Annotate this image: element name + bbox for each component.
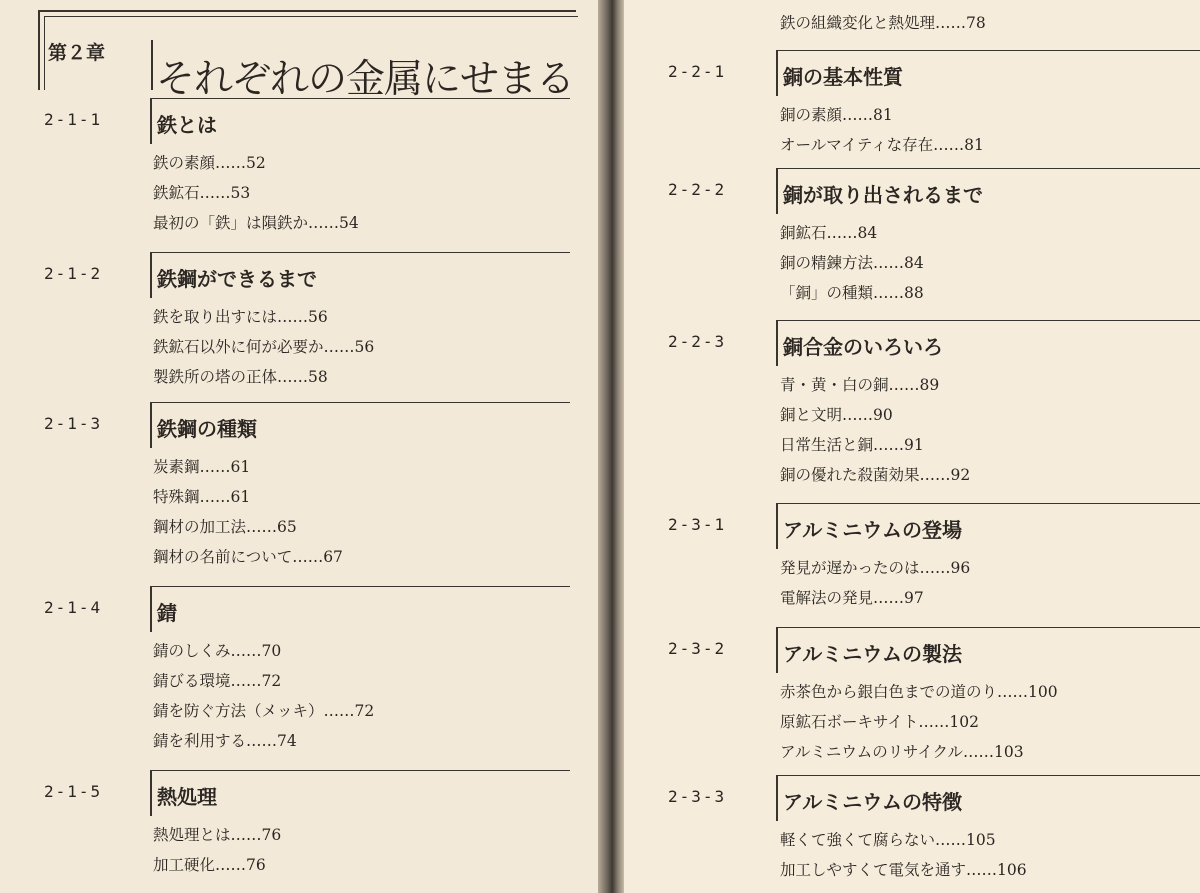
section-heading[interactable] [150, 770, 570, 818]
section-title: 鉄とは [157, 113, 217, 137]
section-number: 2-3-1 [668, 515, 727, 534]
toc-entry[interactable]: 錆びる環境……72 [153, 672, 282, 690]
toc-entry[interactable]: 鉄の素顔……52 [153, 154, 266, 172]
section-number: 2-2-1 [668, 62, 727, 81]
toc-entry[interactable]: 青・黄・白の銅……89 [780, 376, 940, 394]
toc-entry[interactable]: 加工しやすくて電気を通す……106 [780, 861, 1027, 879]
section-heading[interactable] [150, 98, 570, 146]
toc-entry[interactable]: 加工硬化……76 [153, 856, 266, 874]
section-entries [153, 636, 374, 756]
section-heading[interactable] [150, 252, 570, 300]
section-title: アルミニウムの登場 [783, 518, 962, 542]
section-title: 銅が取り出されるまで [783, 183, 983, 207]
section-title: アルミニウムの特徴 [783, 790, 962, 814]
section-number: 2-1-1 [44, 110, 103, 129]
section-entries [780, 218, 924, 308]
toc-entry[interactable]: 銅の素顔……81 [780, 106, 893, 124]
section-entries [780, 100, 984, 160]
section-heading[interactable] [776, 168, 1200, 216]
toc-entry[interactable]: オールマイティな存在……81 [780, 136, 984, 154]
toc-entry[interactable]: 発見が遅かったのは……96 [780, 559, 971, 577]
toc-entry[interactable]: 鋼材の加工法……65 [153, 518, 297, 536]
toc-entry[interactable]: 鉄の組織変化と熱処理……78 [780, 14, 986, 32]
toc-entry[interactable]: 銅の精錬方法……84 [780, 254, 924, 272]
section-entries [153, 820, 281, 880]
section-title: 熱処理 [157, 785, 217, 809]
section-entries [780, 677, 1058, 767]
section-number: 2-3-2 [668, 639, 727, 658]
section-number: 2-3-3 [668, 787, 727, 806]
toc-entry[interactable]: 銅と文明……90 [780, 406, 893, 424]
toc-entry[interactable]: 錆を防ぐ方法（メッキ）……72 [153, 702, 375, 720]
section-heading[interactable] [150, 402, 570, 450]
section-heading[interactable] [776, 50, 1200, 98]
toc-entry[interactable]: 鉄を取り出すには……56 [153, 308, 328, 326]
toc-entry[interactable]: 特殊鋼……61 [153, 488, 251, 506]
section-title: 鉄鋼ができるまで [157, 267, 317, 291]
toc-entry[interactable]: 日常生活と銅……91 [780, 436, 924, 454]
section-title: アルミニウムの製法 [783, 642, 962, 666]
toc-entry[interactable]: 軽くて強くて腐らない……105 [780, 831, 996, 849]
section-entries [153, 452, 343, 572]
section-heading[interactable] [776, 320, 1200, 368]
section-heading[interactable] [776, 775, 1200, 823]
section-entries [153, 302, 374, 392]
toc-entry[interactable]: 鉄鉱石……53 [153, 184, 251, 202]
section-entries [780, 370, 970, 490]
toc-entry[interactable]: 製鉄所の塔の正体……58 [153, 368, 328, 386]
section-number: 2-2-3 [668, 332, 727, 351]
section-number: 2-1-5 [44, 782, 103, 801]
section-heading[interactable] [776, 627, 1200, 675]
chapter-header [38, 10, 575, 102]
section-entries [780, 553, 970, 613]
section-entries [153, 148, 359, 238]
toc-entry[interactable]: アルミニウムのリサイクル……103 [780, 743, 1024, 761]
section-number: 2-1-4 [44, 598, 103, 617]
section-title: 錆 [157, 601, 177, 625]
section-number: 2-1-3 [44, 414, 103, 433]
chapter-title: それぞれの金属にせまる [156, 57, 575, 102]
toc-entry[interactable]: 鉄鉱石以外に何が必要か……56 [153, 338, 375, 356]
section-number: 2-1-2 [44, 264, 103, 283]
toc-entry[interactable]: 原鉱石ボーキサイト……102 [780, 713, 980, 731]
section-entries [780, 825, 1027, 885]
book-gutter [598, 0, 624, 893]
toc-entry[interactable]: 鋼材の名前について……67 [153, 548, 343, 566]
section-title: 銅合金のいろいろ [783, 335, 943, 359]
toc-entry[interactable]: 電解法の発見……97 [780, 589, 924, 607]
section-heading[interactable] [776, 503, 1200, 551]
toc-entry[interactable]: 最初の「鉄」は隕鉄か……54 [153, 214, 359, 232]
toc-entry[interactable]: 「銅」の種類……88 [780, 284, 924, 302]
toc-entry[interactable]: 炭素鋼……61 [153, 458, 251, 476]
toc-entry[interactable]: 銅の優れた殺菌効果……92 [780, 466, 971, 484]
toc-entry[interactable]: 錆のしくみ……70 [153, 642, 282, 660]
toc-entry[interactable]: 錆を利用する……74 [153, 732, 297, 750]
section-title: 鉄鋼の種類 [157, 417, 257, 441]
chapter-number: 第２章 [48, 42, 106, 64]
chapter-divider [151, 40, 153, 90]
section-heading[interactable] [150, 586, 570, 634]
toc-entry[interactable]: 熱処理とは……76 [153, 826, 282, 844]
toc-entry[interactable]: 銅鉱石……84 [780, 224, 878, 242]
section-number: 2-2-2 [668, 180, 727, 199]
toc-entry[interactable]: 赤茶色から銀白色までの道のり……100 [780, 683, 1058, 701]
section-title: 銅の基本性質 [783, 65, 903, 89]
